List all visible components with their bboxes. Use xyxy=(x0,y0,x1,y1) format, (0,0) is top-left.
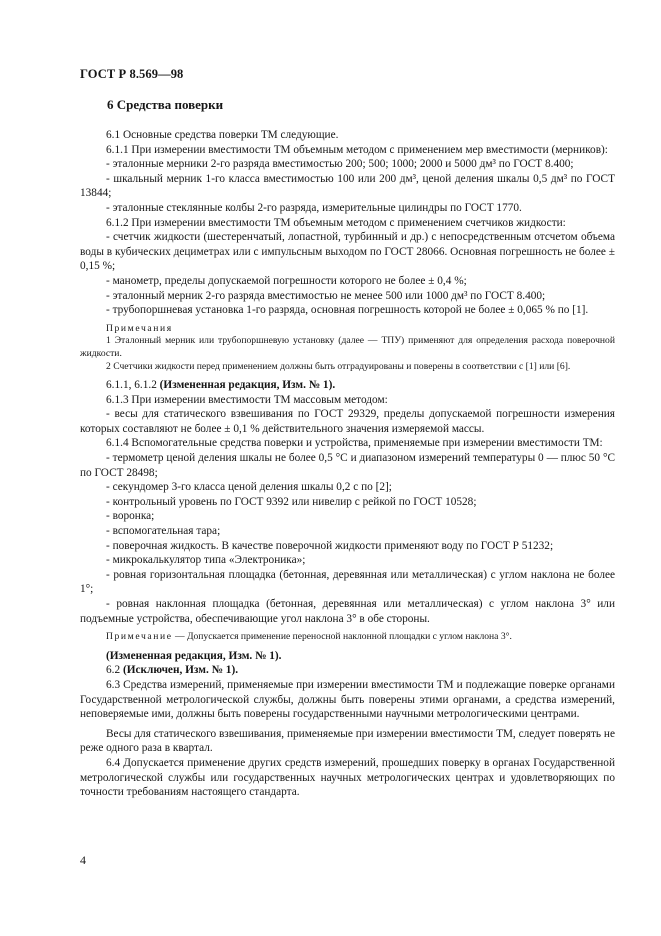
list-item: - микрокалькулятор типа «Электроника»; xyxy=(106,554,306,567)
paragraph-6-1-2: 6.1.2 При измерении вместимости ТМ объемным методом с применением счетчиков жидкости: xyxy=(106,216,566,229)
list-item: - счетчик жидкости (шестеренчатый, лопастной, турбинный и др.) с непосредственным отсчетом объема воды в кубических дециметрах или с импульсным выходом по ГОСТ 28066. Основная погрешность не более ± 0,15 %; xyxy=(80,231,615,273)
note-text: — Допускается применение переносной наклонной площадки с углом наклона 3°. xyxy=(172,631,512,643)
paragraph-6-3-scales: Весы для статического взвешивания, применяемые при измерении вместимости ТМ, следует поверять не реже одного раза в квартал. xyxy=(80,727,615,755)
paragraph-6-1-4: 6.1.4 Вспомогательные средства поверки и устройства, применяемые при измерении вместимости ТМ: xyxy=(106,437,603,450)
list-item: - эталонные стеклянные колбы 2-го разряда, измерительные цилиндры по ГОСТ 1770. xyxy=(106,201,522,214)
section-title: 6 Средства поверки xyxy=(107,97,224,112)
list-item: - вспомогательная тара; xyxy=(106,525,221,538)
list-item: - воронка; xyxy=(106,510,155,523)
excluded-label: (Исключен, Изм. № 1). xyxy=(122,664,239,677)
paragraph-6-4: 6.4 Допускается применение других средств измерений, прошедших поверку в органах Государственной метрологической службы или государственных научных метрологических центрах и удовлетворяющих по точности требованиям настоящего стандарта. xyxy=(80,756,615,799)
note-single xyxy=(80,631,615,644)
list-item: - шкальный мерник 1-го класса вместимостью 100 или 200 дм³, ценой деления шкалы 0,5 дм³ по ГОСТ 13844; xyxy=(80,172,615,200)
page-number: 4 xyxy=(80,853,86,867)
list-item: - контрольный уровень по ГОСТ 9392 или нивелир с рейкой по ГОСТ 10528; xyxy=(106,495,477,508)
list-item: - эталонные мерники 2-го разряда вместимостью 200; 500; 1000; 2000 и 5000 дм³ по ГОСТ 8.400; xyxy=(106,158,574,171)
revision-label: (Измененная редакция, Изм. № 1). xyxy=(159,379,336,392)
paragraph-6-1: 6.1 Основные средства поверки ТМ следующие. xyxy=(106,129,339,141)
note-item: 1 Эталонный мерник или трубопоршневую установку (далее — ТПУ) применяют для определения расхода поверочной жидкости. xyxy=(80,335,615,359)
revision-note xyxy=(80,378,615,393)
paragraph-number: 6.2 xyxy=(106,664,123,677)
note-item: 2 Счетчики жидкости перед применением должны быть отградуированы и поверены в соответствии с [1] или [6]. xyxy=(106,360,571,372)
paragraph-6-2 xyxy=(80,663,615,678)
paragraph-6-1-3: 6.1.3 При измерении вместимости ТМ массовым методом: xyxy=(106,393,388,406)
list-item: - эталонный мерник 2-го разряда вместимостью не менее 500 или 1000 дм³ по ГОСТ 8.400; xyxy=(106,289,546,302)
paragraph-6-3: 6.3 Средства измерений, применяемые при измерении вместимости ТМ и подлежащие поверке органами Государственной метрологической службы, должны быть поверены этими органами, а средства измерений, неповеряемые ими, должны быть поверены государственными научными метрологическими центрами. xyxy=(80,678,615,721)
list-item: - весы для статического взвешивания по ГОСТ 29329, пределы допускаемой погрешности измерения которых составляют не более ± 0,1 % действительного значения измеряемой массы. xyxy=(80,408,615,435)
section-body xyxy=(80,128,615,800)
notes-heading: Примечания xyxy=(106,322,173,334)
document-header: ГОСТ Р 8.569—98 xyxy=(80,67,184,81)
list-item: - трубопоршневая установка 1-го разряда, основная погрешность которой не более ± 0,065 % по [1]. xyxy=(106,304,589,317)
list-item: - манометр, пределы допускаемой погрешности которого не более ± 0,4 %; xyxy=(106,274,467,287)
paragraph-6-1-1: 6.1.1 При измерении вместимости ТМ объемным методом с применением мер вместимости (мерников): xyxy=(106,143,608,156)
list-item: - секундомер 3-го класса ценой деления шкалы 0,2 с по [2]; xyxy=(106,481,392,494)
note-heading: Примечание xyxy=(106,631,173,643)
list-item: - термометр ценой деления шкалы не более 0,5 °С и диапазоном измерений температуры 0 — плюс 50 °С по ГОСТ 28498; xyxy=(80,452,615,479)
list-item: - ровная наклонная площадка (бетонная, деревянная или металлическая) с углом наклона 3° или подъемные устройства, обеспечивающие угол наклона 3° в обе стороны. xyxy=(80,598,615,625)
list-item: - ровная горизонтальная площадка (бетонная, деревянная или металлическая) с углом наклона не более 1°; xyxy=(80,568,615,596)
revision-ref: 6.1.1, 6.1.2 xyxy=(106,379,160,392)
revision-note: (Измененная редакция, Изм. № 1). xyxy=(106,649,282,662)
list-item: - поверочная жидкость. В качестве поверочной жидкости применяют воду по ГОСТ Р 51232; xyxy=(106,539,554,552)
